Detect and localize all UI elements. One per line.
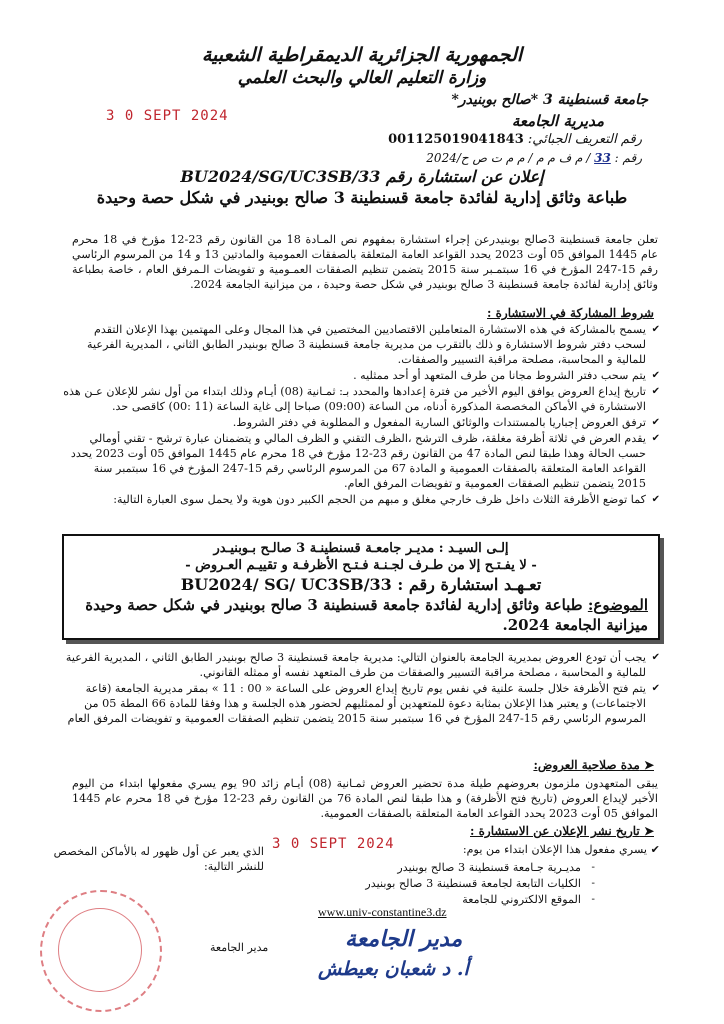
validity-text: يبقى المتعهدون ملزمون بعروضهم طيلة مدة تحضير العروض ثمـانية (08) أيـام زائد 90 يوم يسري مفعولها ابتداء من اليوم الأخير لإيداع العروض (تاريخ فتح الأظرفة) و هذا طبقا لنص المادة 76 من القانون رقم 23-12 مؤرخ في 18 محرم عام 1445 الموافق 05 أوت 2023 يحدد القواعد العامة المتعلقة بالصفقات العمومية. bbox=[72, 777, 658, 820]
submission-item bbox=[62, 650, 660, 680]
publication-place-text: الموقع الالكتروني للجامعة bbox=[462, 893, 581, 906]
publication-places bbox=[250, 860, 595, 908]
envelope-subject-text: طباعة وثائق إدارية لفائدة جامعة قسنطينة 3 صالح بوبنيدر في شكل حصة وحيدة ميزانية الجامعة 2024. bbox=[85, 596, 648, 634]
ministry-header: وزارة التعليم العالي والبحث العلمي bbox=[237, 68, 487, 88]
republic-header: الجمهورية الجزائرية الديمقراطية الشعبية bbox=[201, 44, 523, 66]
check-bullet-icon: ✔ bbox=[651, 652, 660, 663]
conditions-list bbox=[62, 322, 660, 508]
publication-line-tail: الذي يعبر عن أول ظهور له بالأماكن المخصص للنشر التالية: bbox=[53, 845, 264, 873]
publication-heading-text: تاريخ نشر الإعلان عن الاستشارة : bbox=[470, 824, 640, 838]
publication-place-text: الكليات التابعة لجامعة قسنطينة 3 صالح بوبنيدر bbox=[365, 877, 581, 890]
publication-place: - الكليات التابعة لجامعة قسنطينة 3 صالح بوبنيدر bbox=[365, 877, 595, 890]
submission-text: يتم فتح الأظرفة خلال جلسة علنية في نفس يوم تاريخ إيداع العروض على الساعة « 00 : 11 » بمقر مديرية الجامعة (قاعة الاجتماعات) و يعتبر هذا الإعلان بمثابة دعوة للمتعهدين أو لممثليهم لحضور هذه الجلسة و هذا وفقا للمادة 66 المطة 05 من المرسوم الرئاسي رقم 15-247 المؤرخ في 16 سبتمبر سنة 2015 يتضمن تنظيم الصفقات العمومية و تفويضات المرفق العام bbox=[67, 682, 646, 725]
envelope-label-box bbox=[62, 534, 660, 640]
directorate-name: مديرية الجامعة bbox=[511, 112, 604, 130]
fiscal-id-row bbox=[388, 132, 642, 147]
ref-label: رقم : bbox=[614, 151, 642, 165]
university-name: جامعة قسنطينة 3 *صالح بوبنيدر* bbox=[451, 92, 648, 108]
submission-item bbox=[62, 681, 660, 726]
arrow-bullet-icon: ➤ bbox=[639, 824, 654, 838]
condition-text: تاريخ إيداع العروض يوافق اليوم الأخير من فترة إعدادها والمحدد بـ: ثمـانية (08) أيـام وذلك ابتداء من أول نشر للإعلان عـن هذه الاستشارة في الأماكن المخصصة المذكورة أدناه، من الساعة (09:00) صباحا إلى غاية الساعة (11 :00) كاقصى حد. bbox=[63, 385, 646, 413]
publication-place: - مديـرية جـامعة قسنطينة 3 صالح بوبنيدر bbox=[397, 861, 595, 874]
envelope-no-open: - لا يفـتـح إلا من طـرف لجـنـة فـتـح الأظرفـة و تقييـم العـروض - bbox=[185, 558, 537, 573]
envelope-consultation-number: تعـهـد استشارة رقم : BU2024/ SG/ UC3SB/33 bbox=[180, 575, 542, 594]
check-bullet-icon: ✔ bbox=[651, 417, 660, 428]
condition-item bbox=[62, 415, 660, 430]
condition-item bbox=[62, 384, 660, 414]
condition-item bbox=[62, 431, 660, 491]
check-bullet-icon: ✔ bbox=[651, 386, 660, 397]
check-bullet-icon: ✔ bbox=[651, 683, 660, 694]
condition-text: كما توضع الأظرفة الثلاث داخل ظرف خارجي مغلق و مبهم من الحجم الكبير دون هوية ولا يحمل سوى العبارة التالية: bbox=[113, 493, 646, 506]
validity-heading bbox=[533, 758, 654, 772]
condition-item bbox=[62, 322, 660, 367]
condition-item bbox=[62, 492, 660, 507]
arrow-bullet-icon: ➤ bbox=[639, 758, 654, 772]
condition-text: يسمح بالمشاركة في هذه الاستشارة المتعاملين الاقتصاديين المختصين في هذا المجال وعلى المهتمين بهذا الإعلان التقدم لسحب دفتر شروط الاستشارة و ذلك بالتقرب من مديرية جامعة قسنطينة 3 صالح بوبنيدر الطابق الثاني ، المديرية الفرعية للمالية و المحاسبة، مصلحة مراقبة التسيير والصفقات. bbox=[87, 323, 646, 366]
signature-handwritten-title: مدير الجامعة bbox=[345, 926, 463, 952]
consultation-subject: طباعة وثائق إدارية لفائدة جامعة قسنطينة 3 صالح بوبنيدر في شكل حصة وحيدة bbox=[96, 188, 628, 207]
intro-paragraph: تعلن جامعة قسنطينة 3صالح بوبنيدرعن إجراء استشارة بمفهوم نص المـادة 18 من القانون رقم 23-12 مؤرخ في 18 محرم عام 1445 الموافق 05 أوت 2023 يحدد القواعد العامة المتعلقة بالصفقات العمومية والمادتين 13 و 14 من المرسوم الرئاسي رقم 15-247 المؤرخ في 16 سبتمـبر سنة 2015 يتضمن تنظيم الصفقات العمـومية و تفويضات الـمرفق العام ، خاصة بطباعة وثائق إدارية لفائدة جامعة قسنطينة 3 صالح بوبنيدر في شكل حصة وحيدة ، من ميزانية الجامعة 2024. bbox=[72, 233, 659, 291]
ref-number: 33 bbox=[594, 151, 611, 165]
condition-text: ترفق العروض إجباريا بالمستندات والوثائق السارية المفعول و المطلوبة في دفتر الشروط. bbox=[232, 416, 646, 429]
envelope-subject bbox=[64, 595, 658, 635]
signature-handwritten-name: أ. د شعبان بعيطش bbox=[318, 958, 469, 980]
website-link[interactable]: www.univ-constantine3.dz bbox=[318, 905, 447, 919]
publication-line-text: يسري مفعول هذا الإعلان ابتداء من يوم: bbox=[462, 843, 648, 856]
submission-text: يجب أن تودع العروض بمديرية الجامعة بالعنوان التالي: مديرية جامعة قسنطينة 3 صالح بوبنيدر الطابق الثاني ، المديرية الفرعية للمالية و المحاسبة ، مصلحة مراقبة التسيير والصفقات من طرف المتعهد نفسه أو ممثله القانوني. bbox=[65, 651, 646, 679]
reference-row bbox=[426, 151, 642, 165]
check-bullet-icon: ✔ bbox=[647, 843, 660, 856]
signature-title: مدير الجامعة bbox=[210, 941, 269, 954]
official-stamp-icon bbox=[40, 890, 162, 1012]
check-bullet-icon: ✔ bbox=[651, 370, 660, 381]
consultation-title: إعلان عن استشارة رقم BU2024/SG/UC3SB/33 bbox=[180, 167, 544, 186]
fiscal-id-label: رقم التعريف الجبائي: bbox=[527, 132, 642, 147]
publication-place: - الموقع الالكتروني للجامعة bbox=[462, 893, 595, 906]
ref-suffix: / م ف م م / م م ت ص ح/2024 bbox=[426, 151, 591, 165]
publication-heading bbox=[470, 824, 654, 838]
envelope-subject-label: الموضوع: bbox=[587, 596, 648, 614]
envelope-addressee: إلـى السيـد : مديـر جامعـة قسنطينـة 3 صالـح بـوبنيـدر bbox=[213, 541, 509, 556]
condition-text: يقدم العرض في ثلاثة أظرفة مغلقة، ظرف الترشح ،الظرف التقني و الظرف المالي و يتضمنان عبارة ترشح - تقني أومالي حسب الحالة وهذا طبقا لنص المادة 47 من القانون رقم 23-12 مؤرخ في 18 محرم عام 1445 الموافق 05 أوت 2023 يحدد القواعد العامة المتعلقة بالصفقات العمومية و المادة 67 من المرسوم الرئاسي رقم 15-247 المؤرخ في 16 سبتمبر سنة 2015 يتضمن تنظيم الصفقات العمومية و تفويضات المرفق العام. bbox=[70, 432, 646, 490]
check-bullet-icon: ✔ bbox=[651, 324, 660, 335]
check-bullet-icon: ✔ bbox=[651, 494, 660, 505]
conditions-heading: شروط المشاركة في الاستشارة : bbox=[487, 306, 654, 320]
condition-text: يتم سحب دفتر الشروط مجانا من طرف المتعهد أو أحد ممثليه . bbox=[353, 369, 646, 382]
fiscal-id-value: 001125019041843 bbox=[388, 132, 524, 147]
publication-place-text: مديـرية جـامعة قسنطينة 3 صالح بوبنيدر bbox=[397, 861, 581, 874]
submission-list bbox=[62, 650, 660, 727]
check-bullet-icon: ✔ bbox=[651, 433, 660, 444]
date-stamp-top: 3 0 SEPT 2024 bbox=[106, 108, 229, 124]
validity-heading-text: مدة صلاحية العروض: bbox=[533, 758, 640, 772]
condition-item bbox=[62, 368, 660, 383]
date-stamp-publication: 3 0 SEPT 2024 bbox=[272, 836, 395, 852]
